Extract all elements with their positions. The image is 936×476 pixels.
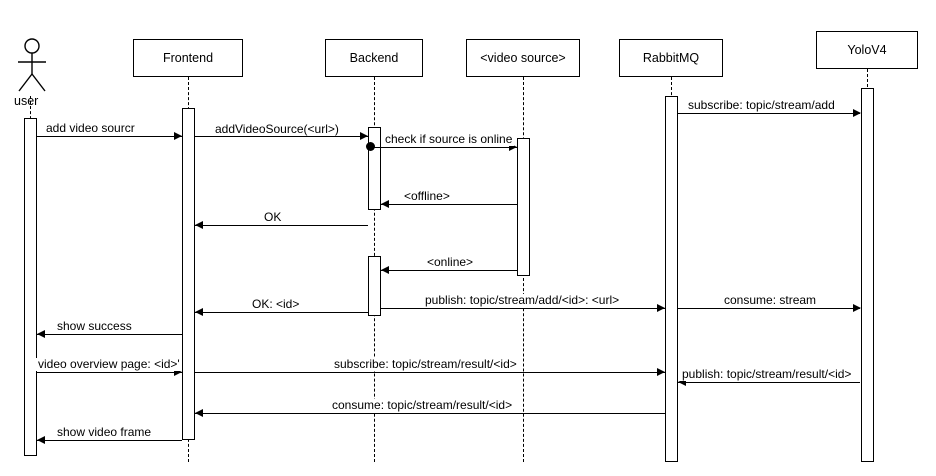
actor-user-figure — [12, 38, 52, 96]
message-label-subscribe-result: subscribe: topic/stream/result/<id> — [334, 357, 517, 371]
message-line-video-overview — [37, 372, 182, 373]
message-arrowhead-subscribe-add — [853, 109, 861, 117]
activation-backend-2 — [368, 256, 381, 316]
message-arrowhead-consume-stream — [853, 304, 861, 312]
participant-rabbitmq-label: RabbitMQ — [642, 51, 700, 65]
participant-video-source-label: <video source> — [480, 51, 566, 65]
participant-yolov4-label: YoloV4 — [847, 43, 887, 57]
message-arrowhead-addvideosource — [360, 132, 368, 140]
message-arrowhead-consume-result — [195, 409, 203, 417]
activation-rabbitmq — [665, 96, 678, 462]
participant-frontend-label: Frontend — [162, 51, 214, 65]
actor-user-label: user — [14, 94, 39, 108]
message-line-publish-result — [678, 382, 860, 383]
message-line-consume-result — [195, 413, 665, 414]
message-label-online: <online> — [427, 255, 474, 269]
message-label-ok-id: OK: <id> — [252, 297, 300, 311]
message-arrowhead-show-video-frame — [37, 436, 45, 444]
message-line-consume-stream — [678, 308, 860, 309]
message-line-ok — [195, 225, 368, 226]
message-arrowhead-online — [381, 266, 389, 274]
message-line-online — [381, 270, 517, 271]
message-line-offline — [381, 204, 517, 205]
message-label-addvideosource: addVideoSource(<url>) — [215, 122, 339, 136]
activation-backend-1 — [368, 127, 381, 210]
message-label-subscribe-add: subscribe: topic/stream/add — [688, 98, 835, 112]
message-label-consume-stream: consume: stream — [724, 293, 817, 307]
message-line-check-source — [374, 147, 517, 148]
message-line-add-video-source — [37, 136, 182, 137]
message-arrowhead-publish-add — [657, 304, 665, 312]
message-line-subscribe-add — [678, 113, 860, 114]
participant-yolov4 — [816, 31, 918, 69]
activation-yolov4 — [861, 88, 874, 462]
message-line-publish-add — [381, 308, 665, 309]
message-line-subscribe-result — [195, 372, 665, 373]
message-label-publish-result: publish: topic/stream/result/<id> — [682, 367, 852, 381]
message-label-publish-add: publish: topic/stream/add/<id>: <url> — [425, 293, 620, 307]
participant-frontend — [133, 39, 243, 77]
message-label-offline: <offline> — [404, 189, 450, 203]
message-arrowhead-ok-id — [195, 308, 203, 316]
message-line-show-success — [37, 334, 182, 335]
participant-rabbitmq — [619, 39, 723, 77]
message-label-consume-result: consume: topic/stream/result/<id> — [332, 398, 513, 412]
message-line-show-video-frame — [37, 440, 182, 441]
activation-frontend — [182, 108, 195, 440]
message-label-add-video-source: add video sourcr — [46, 121, 135, 135]
message-label-video-overview: video overview page: <id>' — [38, 357, 180, 371]
message-label-check-source: check if source is online — [385, 132, 513, 146]
message-arrowhead-offline — [381, 200, 389, 208]
participant-video-source — [466, 39, 580, 77]
message-arrowhead-subscribe-result — [657, 368, 665, 376]
message-arrowhead-show-success — [37, 330, 45, 338]
message-label-show-success: show success — [57, 319, 132, 333]
participant-backend-label: Backend — [349, 51, 399, 65]
activation-video-source — [517, 138, 530, 276]
message-line-ok-id — [195, 312, 368, 313]
participant-backend — [325, 39, 423, 77]
message-arrowhead-ok — [195, 221, 203, 229]
message-line-addvideosource — [195, 136, 368, 137]
message-arrowhead-add-video-source — [174, 132, 182, 140]
activation-user — [24, 118, 37, 456]
message-label-ok: OK — [264, 210, 282, 224]
message-label-show-video-frame: show video frame — [57, 425, 152, 439]
